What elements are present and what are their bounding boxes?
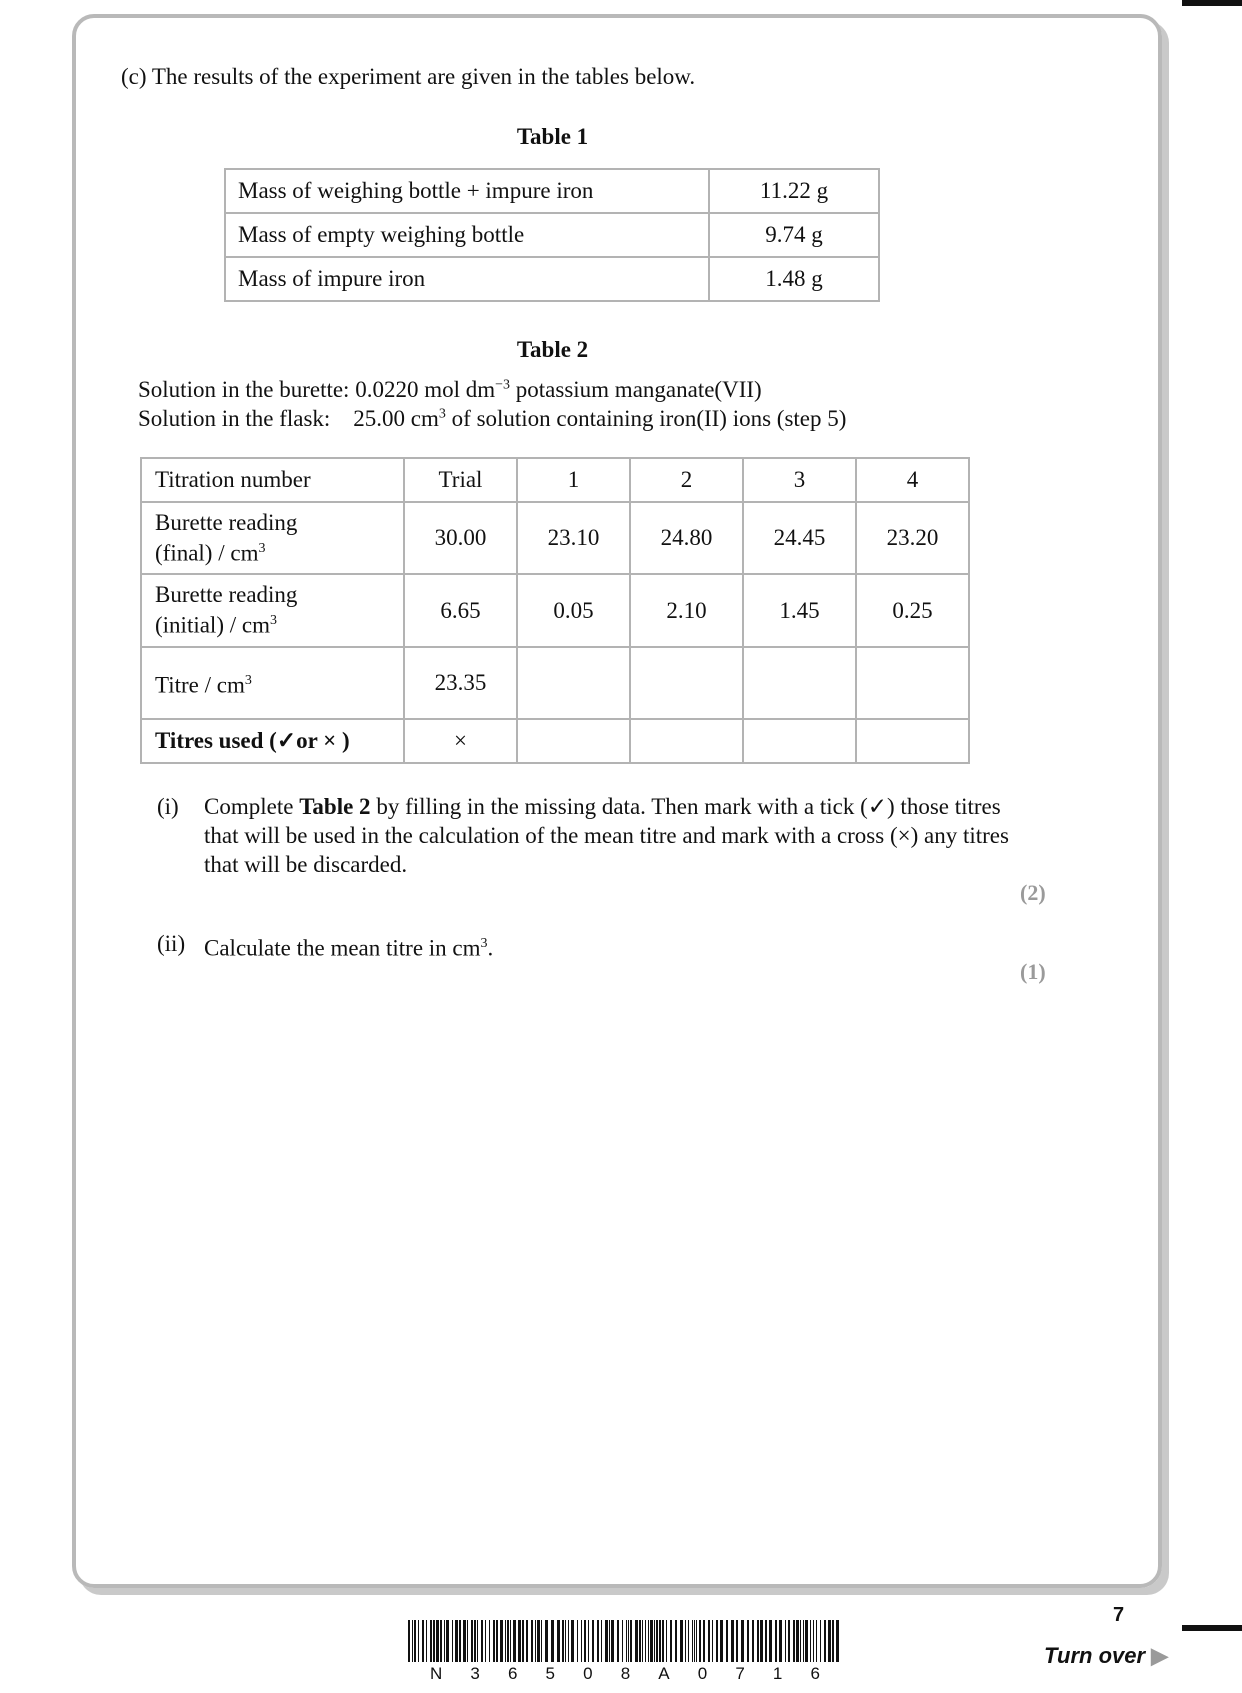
arrow-right-icon: ▶ bbox=[1151, 1643, 1168, 1668]
barcode-bar bbox=[412, 1620, 413, 1662]
column-header: 2 bbox=[630, 458, 743, 502]
barcode-bar bbox=[630, 1620, 632, 1662]
row-header bbox=[141, 647, 404, 719]
barcode-bar bbox=[426, 1620, 427, 1662]
corner-mark-bottom bbox=[1182, 1625, 1242, 1631]
table-cell: × bbox=[404, 719, 517, 763]
question-i-bold: Table 2 bbox=[299, 794, 371, 819]
barcode-digit: 0 bbox=[583, 1664, 593, 1683]
barcode-bar bbox=[752, 1620, 754, 1662]
barcode-bar bbox=[444, 1620, 445, 1662]
marks-ii: (1) bbox=[1020, 959, 1046, 984]
barcode-digit: 6 bbox=[507, 1664, 518, 1683]
barcode-bar bbox=[500, 1620, 503, 1662]
flask-text: Solution in the flask: 25.00 cm bbox=[138, 406, 439, 431]
barcode-bar bbox=[828, 1620, 831, 1662]
barcode-bar bbox=[489, 1620, 490, 1662]
barcode-digit: 8 bbox=[620, 1664, 631, 1683]
question-ii-sup: 3 bbox=[480, 936, 488, 951]
barcode-bar bbox=[605, 1620, 608, 1662]
titre-answer-cell[interactable] bbox=[743, 647, 856, 719]
barcode-bar bbox=[699, 1620, 701, 1662]
barcode-bar bbox=[736, 1620, 738, 1662]
table1-value: 11.22 g bbox=[709, 169, 879, 213]
flask-suffix: of solution containing iron(II) ions (step 5) bbox=[445, 406, 847, 431]
barcode-bar bbox=[656, 1620, 658, 1662]
table-cell: 0.05 bbox=[517, 574, 630, 647]
unit-sup: 3 bbox=[244, 672, 252, 688]
table-cell: 2.10 bbox=[630, 574, 743, 647]
table1 bbox=[224, 168, 880, 302]
row-header bbox=[141, 502, 404, 574]
barcode-digit: 5 bbox=[545, 1664, 556, 1683]
barcode-bar bbox=[635, 1620, 638, 1662]
barcode-bar bbox=[824, 1620, 826, 1662]
row-label-line: (initial) / cm bbox=[155, 612, 270, 638]
barcode-digit: 0 bbox=[697, 1664, 708, 1683]
used-answer-cell[interactable] bbox=[743, 719, 856, 763]
table1-label: Mass of impure iron bbox=[225, 257, 709, 301]
used-answer-cell[interactable] bbox=[630, 719, 743, 763]
table-cell: 23.20 bbox=[856, 502, 969, 574]
barcode-bar bbox=[645, 1620, 646, 1662]
burette-sup: −3 bbox=[495, 377, 511, 393]
barcode-bar bbox=[654, 1620, 655, 1662]
barcode-bar bbox=[659, 1620, 661, 1662]
barcode-bar bbox=[433, 1620, 435, 1662]
barcode-bar bbox=[836, 1620, 839, 1662]
table-row bbox=[141, 647, 969, 719]
barcode-bar bbox=[507, 1620, 509, 1662]
barcode-bar bbox=[685, 1620, 686, 1662]
barcode-bar bbox=[571, 1620, 574, 1662]
barcode-bar bbox=[601, 1620, 602, 1662]
burette-solution-line bbox=[138, 377, 762, 403]
barcode-bar bbox=[467, 1620, 468, 1662]
unit-sup: 3 bbox=[258, 540, 266, 556]
barcode-bar bbox=[611, 1620, 614, 1662]
barcode-bar bbox=[535, 1620, 536, 1662]
barcode-bar bbox=[463, 1620, 466, 1662]
barcode-bar bbox=[577, 1620, 578, 1662]
barcode-bar bbox=[712, 1620, 713, 1662]
barcode-bar bbox=[471, 1620, 473, 1662]
question-i-text bbox=[204, 792, 1034, 879]
barcode-bar bbox=[597, 1620, 599, 1662]
barcode-bar bbox=[584, 1620, 586, 1662]
row-label-line: Titre / cm bbox=[155, 672, 245, 698]
barcode bbox=[408, 1620, 840, 1662]
barcode-bar bbox=[642, 1620, 643, 1662]
barcode-bar bbox=[731, 1620, 734, 1662]
column-header: 1 bbox=[517, 458, 630, 502]
barcode-bar bbox=[422, 1620, 424, 1662]
table1-caption: Table 1 bbox=[516, 124, 589, 149]
table-row bbox=[141, 502, 969, 574]
table-cell: 23.10 bbox=[517, 502, 630, 574]
barcode-bar bbox=[617, 1620, 619, 1662]
barcode-bar bbox=[446, 1620, 449, 1662]
table-row bbox=[225, 169, 879, 213]
titre-answer-cell[interactable] bbox=[856, 647, 969, 719]
barcode-bar bbox=[505, 1620, 506, 1662]
barcode-bar bbox=[662, 1620, 664, 1662]
barcode-bar bbox=[485, 1620, 486, 1662]
table1-value: 9.74 g bbox=[709, 213, 879, 257]
barcode-bar bbox=[670, 1620, 672, 1662]
question-ii-end: . bbox=[487, 935, 494, 961]
barcode-bar bbox=[510, 1620, 511, 1662]
used-answer-cell[interactable] bbox=[517, 719, 630, 763]
barcode-bar bbox=[757, 1620, 759, 1662]
barcode-bar bbox=[592, 1620, 594, 1662]
table-cell: 24.45 bbox=[743, 502, 856, 574]
used-answer-cell[interactable] bbox=[856, 719, 969, 763]
row-header: Titration number bbox=[141, 458, 404, 502]
titre-answer-cell[interactable] bbox=[517, 647, 630, 719]
page-number: 7 bbox=[1113, 1604, 1125, 1626]
barcode-bar bbox=[493, 1620, 495, 1662]
barcode-bar bbox=[481, 1620, 483, 1662]
barcode-bar bbox=[803, 1620, 804, 1662]
barcode-bar bbox=[696, 1620, 697, 1662]
table-cell: 24.80 bbox=[630, 502, 743, 574]
unit-sup: 3 bbox=[269, 613, 277, 629]
barcode-bar bbox=[626, 1620, 627, 1662]
barcode-bar bbox=[562, 1620, 564, 1662]
barcode-bar bbox=[765, 1620, 767, 1662]
table1-label: Mass of empty weighing bottle bbox=[225, 213, 709, 257]
barcode-bar bbox=[747, 1620, 749, 1662]
barcode-bar bbox=[703, 1620, 705, 1662]
barcode-bar bbox=[418, 1620, 419, 1662]
barcode-bar bbox=[565, 1620, 566, 1662]
flask-solution-line bbox=[138, 406, 846, 432]
corner-mark-top bbox=[1182, 0, 1242, 6]
barcode-bar bbox=[639, 1620, 641, 1662]
barcode-digits bbox=[430, 1664, 820, 1684]
question-ii-text bbox=[204, 929, 493, 963]
table-row bbox=[225, 213, 879, 257]
question-i-number: (i) bbox=[157, 794, 179, 819]
barcode-bar bbox=[545, 1620, 548, 1662]
barcode-bar bbox=[779, 1620, 782, 1662]
table-row bbox=[225, 257, 879, 301]
barcode-bar bbox=[496, 1620, 498, 1662]
barcode-bar bbox=[551, 1620, 554, 1662]
barcode-bar bbox=[581, 1620, 582, 1662]
barcode-digit: 3 bbox=[470, 1664, 480, 1683]
row-label-line: Burette reading bbox=[155, 509, 298, 535]
barcode-bar bbox=[741, 1620, 744, 1662]
table-row bbox=[141, 574, 969, 647]
barcode-bar bbox=[726, 1620, 728, 1662]
turn-over-label: Turn over bbox=[1044, 1643, 1146, 1668]
barcode-bar bbox=[541, 1620, 542, 1662]
table-cell: 30.00 bbox=[404, 502, 517, 574]
barcode-bar bbox=[720, 1620, 723, 1662]
flask-sup: 3 bbox=[438, 406, 446, 422]
barcode-bar bbox=[588, 1620, 589, 1662]
barcode-bar bbox=[775, 1620, 777, 1662]
column-header: 3 bbox=[743, 458, 856, 502]
barcode-bar bbox=[477, 1620, 478, 1662]
row-header: Titres used (✓or × ) bbox=[141, 719, 404, 763]
barcode-bar bbox=[518, 1620, 521, 1662]
barcode-bar bbox=[716, 1620, 718, 1662]
barcode-bar bbox=[675, 1620, 677, 1662]
question-i-pre: Complete bbox=[204, 794, 300, 819]
barcode-bar bbox=[609, 1620, 610, 1662]
table1-label: Mass of weighing bottle + impure iron bbox=[225, 169, 709, 213]
barcode-bar bbox=[650, 1620, 653, 1662]
question-i-post: by filling in the missing data. Then mark with a tick (✓) those titres that will be used in the calculation of the mean titre and mark with a cross (×) any titres that will be discarded. bbox=[204, 794, 1009, 877]
barcode-bar bbox=[436, 1620, 439, 1662]
barcode-bar bbox=[688, 1620, 689, 1662]
table2-caption: Table 2 bbox=[516, 337, 589, 362]
barcode-bar bbox=[785, 1620, 786, 1662]
table-row bbox=[141, 458, 969, 502]
question-ii-number: (ii) bbox=[157, 931, 186, 956]
marks-i: (2) bbox=[1020, 880, 1046, 905]
turn-over bbox=[1044, 1643, 1168, 1669]
barcode-bar bbox=[813, 1620, 814, 1662]
barcode-bar bbox=[430, 1620, 432, 1662]
barcode-bar bbox=[537, 1620, 540, 1662]
titre-answer-cell[interactable] bbox=[630, 647, 743, 719]
barcode-bar bbox=[832, 1620, 834, 1662]
table-cell: 1.45 bbox=[743, 574, 856, 647]
barcode-bar bbox=[769, 1620, 772, 1662]
table1-value: 1.48 g bbox=[709, 257, 879, 301]
barcode-bar bbox=[694, 1620, 695, 1662]
barcode-bar bbox=[820, 1620, 821, 1662]
question-ii-body: Calculate the mean titre in cm bbox=[204, 935, 481, 961]
barcode-bar bbox=[513, 1620, 516, 1662]
barcode-bar bbox=[408, 1620, 410, 1662]
row-header bbox=[141, 574, 404, 647]
barcode-bar bbox=[628, 1620, 629, 1662]
table-row bbox=[141, 719, 969, 763]
column-header: Trial bbox=[404, 458, 517, 502]
barcode-bar bbox=[414, 1620, 416, 1662]
barcode-bar bbox=[796, 1620, 799, 1662]
barcode-digit: 1 bbox=[772, 1664, 783, 1683]
burette-suffix: potassium manganate(VII) bbox=[510, 377, 762, 402]
barcode-bar bbox=[810, 1620, 811, 1662]
table-cell: 0.25 bbox=[856, 574, 969, 647]
row-label-line: Burette reading bbox=[155, 582, 298, 608]
barcode-bar bbox=[459, 1620, 461, 1662]
barcode-bar bbox=[622, 1620, 623, 1662]
barcode-bar bbox=[648, 1620, 649, 1662]
barcode-bar bbox=[666, 1620, 667, 1662]
barcode-digit: 6 bbox=[810, 1664, 820, 1683]
barcode-bar bbox=[474, 1620, 476, 1662]
barcode-bar bbox=[531, 1620, 533, 1662]
row-label-line: (final) / cm bbox=[155, 540, 259, 566]
barcode-bar bbox=[452, 1620, 453, 1662]
barcode-bar bbox=[708, 1620, 710, 1662]
barcode-bar bbox=[522, 1620, 524, 1662]
barcode-bar bbox=[800, 1620, 801, 1662]
barcode-bar bbox=[568, 1620, 569, 1662]
barcode-bar bbox=[455, 1620, 458, 1662]
barcode-digit: 7 bbox=[735, 1664, 745, 1683]
barcode-bar bbox=[680, 1620, 683, 1662]
barcode-bar bbox=[440, 1620, 442, 1662]
table-cell: 6.65 bbox=[404, 574, 517, 647]
burette-text: Solution in the burette: 0.0220 mol dm bbox=[138, 377, 496, 402]
table-cell: 23.35 bbox=[404, 647, 517, 719]
barcode-bar bbox=[816, 1620, 817, 1662]
table2 bbox=[140, 457, 970, 764]
barcode-bar bbox=[805, 1620, 808, 1662]
barcode-bar bbox=[526, 1620, 528, 1662]
barcode-bar bbox=[793, 1620, 795, 1662]
barcode-bar bbox=[788, 1620, 790, 1662]
question-intro: (c) The results of the experiment are given in the tables below. bbox=[121, 64, 696, 89]
barcode-digit: N bbox=[430, 1664, 443, 1683]
barcode-bar bbox=[760, 1620, 763, 1662]
barcode-bar bbox=[557, 1620, 560, 1662]
barcode-digit: A bbox=[658, 1664, 670, 1683]
column-header: 4 bbox=[856, 458, 969, 502]
barcode-bar bbox=[692, 1620, 693, 1662]
